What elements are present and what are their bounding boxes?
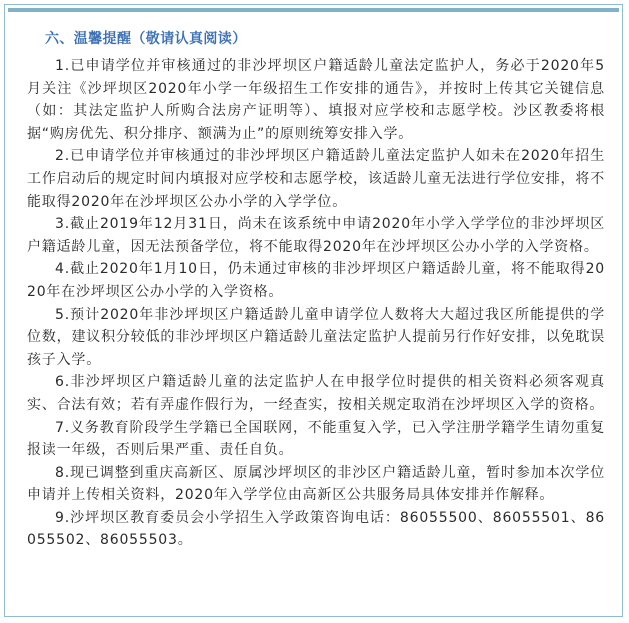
notice-item-8: 8.现已调整到重庆高新区、原属沙坪坝区的非沙区户籍适龄儿童，暂时参加本次学位申请并上传相关资料，2020年入学学位由高新区公共服务局具体安排并作解释。: [27, 464, 605, 504]
notice-item-5: 5.预计2020年非沙坪坝区户籍适龄儿童申请学位人数将大大超过我区所能提供的学位数，建议积分较低的非沙坪坝区户籍适龄儿童法定监护人提前另行作好安排，以免耽误孩子入学。: [27, 306, 605, 368]
notice-item-7: 7.义务教育阶段学生学籍已全国联网，不能重复入学，已入学注册学籍学生请勿重复报读一年级，否则后果严重、责任自负。: [27, 419, 605, 459]
top-accent-rule: [8, 8, 619, 12]
notice-item-3: 3.截止2019年12月31日，尚未在该系统中申请2020年小学入学学位的非沙坪坝区户籍适龄儿童，因无法预备学位，将不能取得2020年在沙坪坝区公办小学的入学资格。: [27, 216, 605, 255]
notice-content: [27, 29, 605, 552]
notice-item-1: 1.已申请学位并审核通过的非沙坪坝区户籍适龄儿童法定监护人，务必于2020年5月关注《沙坪坝区2020年小学一年级招生工作安排的通告》，并按时上传其它关键信息（如：其法定监护人所购合法房产证明等）、填报对应学校和志愿学校。沙区教委将根据“购房优先、积分排序、额满为止”的原则统筹安排入学。: [27, 58, 605, 142]
notice-item-6: 6.非沙坪坝区户籍适龄儿童的法定监护人在申报学位时提供的相关资料必须客观真实、合法有效；若有弄虚作假行为，一经查实，按相关规定取消在沙坪坝区入学的资格。: [27, 374, 605, 413]
notice-item-4: 4.截止2020年1月10日，仍未通过审核的非沙坪坝区户籍适龄儿童，将不能取得2020年在沙坪坝区公办小学的入学资格。: [27, 261, 605, 300]
notice-item-2: 2.已申请学位并审核通过的非沙坪坝区户籍适龄儿童法定监护人如未在2020年招生工作启动后的规定时间内填报对应学校和志愿学校，该适龄儿童无法进行学位安排，将不能取得2020年在沙坪坝区公办小学的入学学位。: [27, 148, 605, 210]
section-heading: 六、温馨提醒（敬请认真阅读）: [45, 31, 247, 47]
notice-item-9: 9.沙坪坝区教育委员会小学招生入学政策咨询电话：86055500、86055501、86055502、86055503。: [27, 509, 605, 549]
